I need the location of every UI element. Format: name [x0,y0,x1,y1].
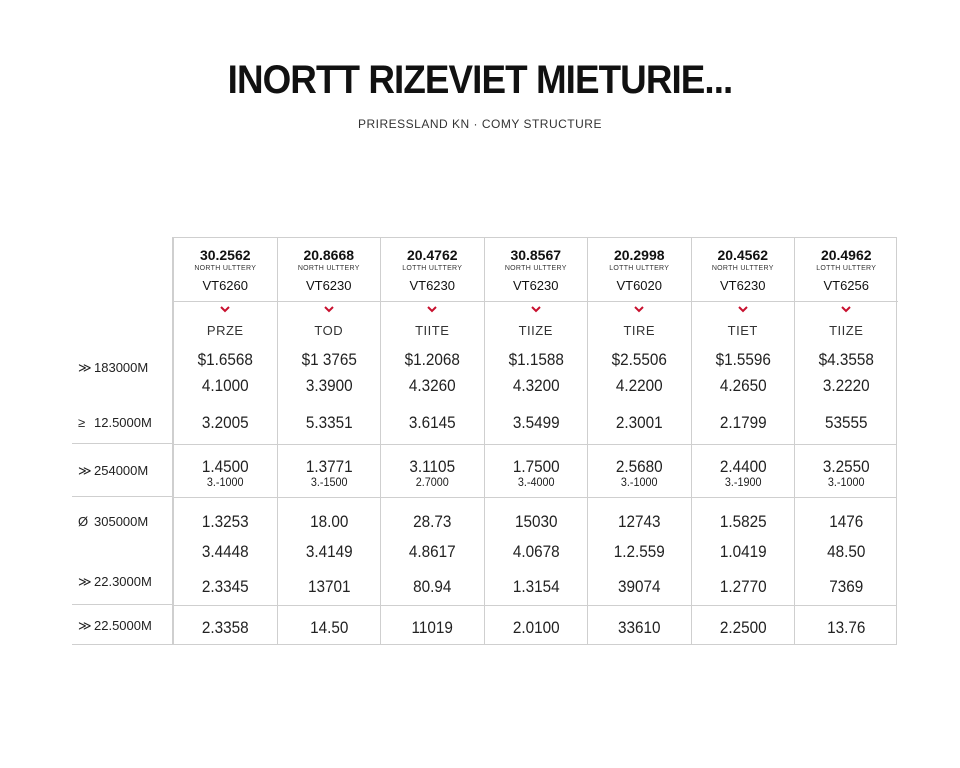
table-cell: 4.2650 [719,376,767,395]
divider [72,443,172,444]
column-header [795,238,898,302]
table-column [794,238,898,644]
table-cell: $1.6568 [197,350,253,369]
page-subtitle: PRIRESSLAND KN · COMY STRUCTURE [358,117,602,131]
header-value: 30.8567 [510,247,562,263]
table-cell: 1.0419 [719,542,767,561]
table-cell: 1.7500 [512,457,560,476]
table-cell: 13.76 [827,618,866,637]
table-cell: 3.-1000 [206,475,244,489]
header-value: 20.2998 [613,247,665,263]
category-label: TIET [727,323,758,338]
table-cell: 7369 [829,577,864,596]
table-cell: $1.5596 [715,350,771,369]
chevron-right-icon: ≫ [78,618,92,633]
table-cell: 3.2005 [201,413,249,432]
row-label: ≫ 254000M [78,463,149,478]
table-cell: 1.3771 [305,457,353,476]
column-header [485,238,588,302]
table-cell: 3.-4000 [517,475,555,489]
table-cell: 48.50 [827,542,866,561]
chevron-down-icon [174,306,277,316]
table-cell: $1 3765 [301,350,357,369]
table-cell: 2.4400 [719,457,767,476]
table-cell: 13701 [307,577,351,596]
table-cell: 2.2500 [719,618,767,637]
header-subtitle: NORTH ULTTERY [711,265,774,272]
header-subtitle: LOTTH ULTTERY [402,265,463,272]
table-cell: 2.0100 [512,618,560,637]
table-cell: $2.5506 [611,350,667,369]
table-cell: 4.0678 [512,542,560,561]
chevron-down-icon [692,306,795,316]
column-header [381,238,484,302]
table-cell: 3.-1900 [724,475,762,489]
category-label: TOD [314,323,344,338]
category-label: TIRE [623,323,656,338]
header-value: 20.8668 [303,247,355,263]
table-column [691,238,795,644]
table-cell: 4.8617 [408,542,456,561]
price-table [172,237,897,645]
table-cell: 1.5825 [719,512,767,531]
header-subtitle: LOTTH ULTTERY [609,265,670,272]
chevron-right-icon: ≫ [78,574,92,589]
table-column [173,238,277,644]
table-column [484,238,588,644]
table-cell: 53555 [824,413,868,432]
table-cell: 15030 [514,512,558,531]
column-header [278,238,381,302]
column-header [588,238,691,302]
table-cell: 1.3154 [512,577,560,596]
category-label: TIITE [415,323,450,338]
table-cell: 11019 [411,618,453,637]
table-cell: 12743 [617,512,661,531]
table-cell: 39074 [617,577,661,596]
header-value: 30.2562 [199,247,251,263]
table-cell: 5.3351 [305,413,353,432]
table-cell: 3.2220 [822,376,870,395]
page-title: INORTT RIZEVIET MIETURIE... [227,58,733,102]
table-column [277,238,381,644]
table-cell: 1.2770 [719,577,767,596]
table-cell: 18.00 [309,512,348,531]
header-code: VT6230 [305,278,352,293]
table-cell: 4.3260 [408,376,456,395]
table-column [587,238,691,644]
table-cell: 1.4500 [201,457,249,476]
table-cell: 2.3001 [615,413,663,432]
header-code: VT6260 [202,278,249,293]
row-label: ≫ 22.3000M [78,574,152,589]
table-cell: 3.-1500 [310,475,348,489]
row-label: ≫ 183000M [78,360,149,375]
category-label: TIIZE [829,323,864,338]
header-code: VT6256 [823,278,870,293]
table-cell: 2.3358 [201,618,249,637]
table-cell: 14.50 [309,618,348,637]
table-cell: 3.-1000 [620,475,658,489]
table-cell: 1476 [829,512,864,531]
row-label: ≫ 22.5000M [78,618,152,633]
divider [72,644,172,645]
table-cell: 33610 [617,618,661,637]
row-label: ≥ 12.5000M [78,415,152,430]
table-cell: 1.3253 [201,512,249,531]
table-cell: 3.4448 [201,542,249,561]
table-cell: 1.2.559 [613,542,665,561]
column-header [692,238,795,302]
table-cell: 2.5680 [615,457,663,476]
row-label: Ø 305000M [78,514,149,529]
header-code: VT6230 [409,278,456,293]
chevron-down-icon [588,306,691,316]
table-cell: 4.1000 [201,376,249,395]
header-code: VT6020 [616,278,663,293]
table-cell: 4.2200 [615,376,663,395]
table-cell: 2.3345 [201,577,249,596]
table-cell: 28.73 [413,512,452,531]
header-value: 20.4962 [820,247,872,263]
header-value: 20.4762 [406,247,458,263]
chevron-right-icon: ≫ [78,463,92,478]
table-cell: 3.1105 [409,457,456,476]
divider [72,496,172,497]
header-subtitle: NORTH ULTTERY [504,265,567,272]
table-column [380,238,484,644]
header-value: 20.4562 [717,247,769,263]
table-cell: 2.7000 [415,475,449,489]
table-cell: $4.3558 [818,350,874,369]
chevron-down-icon [381,306,484,316]
divider [72,604,172,605]
header-subtitle: LOTTH ULTTERY [816,265,877,272]
header-subtitle: NORTH ULTTERY [194,265,257,272]
table-cell: $1.1588 [508,350,564,369]
table-cell: 3.2550 [822,457,870,476]
table-cell: 80.94 [413,577,452,596]
table-cell: 3.-1000 [827,475,865,489]
chevron-right-icon: ≫ [78,360,92,375]
greater-equal-icon: ≥ [78,415,86,430]
column-header [174,238,277,302]
table-cell: 4.3200 [512,376,560,395]
category-label: TIIZE [518,323,553,338]
header-subtitle: NORTH ULTTERY [297,265,360,272]
chevron-down-icon [485,306,588,316]
category-label: PRZE [206,323,244,338]
table-cell: 3.6145 [408,413,456,432]
circle-slash-icon: Ø [78,514,89,529]
table-cell: $1.2068 [404,350,460,369]
table-cell: 2.1799 [719,413,767,432]
table-cell: 3.4149 [305,542,353,561]
header-code: VT6230 [512,278,559,293]
chevron-down-icon [795,306,898,316]
chevron-down-icon [278,306,381,316]
table-cell: 3.5499 [512,413,560,432]
header-code: VT6230 [719,278,766,293]
table-cell: 3.3900 [305,376,353,395]
